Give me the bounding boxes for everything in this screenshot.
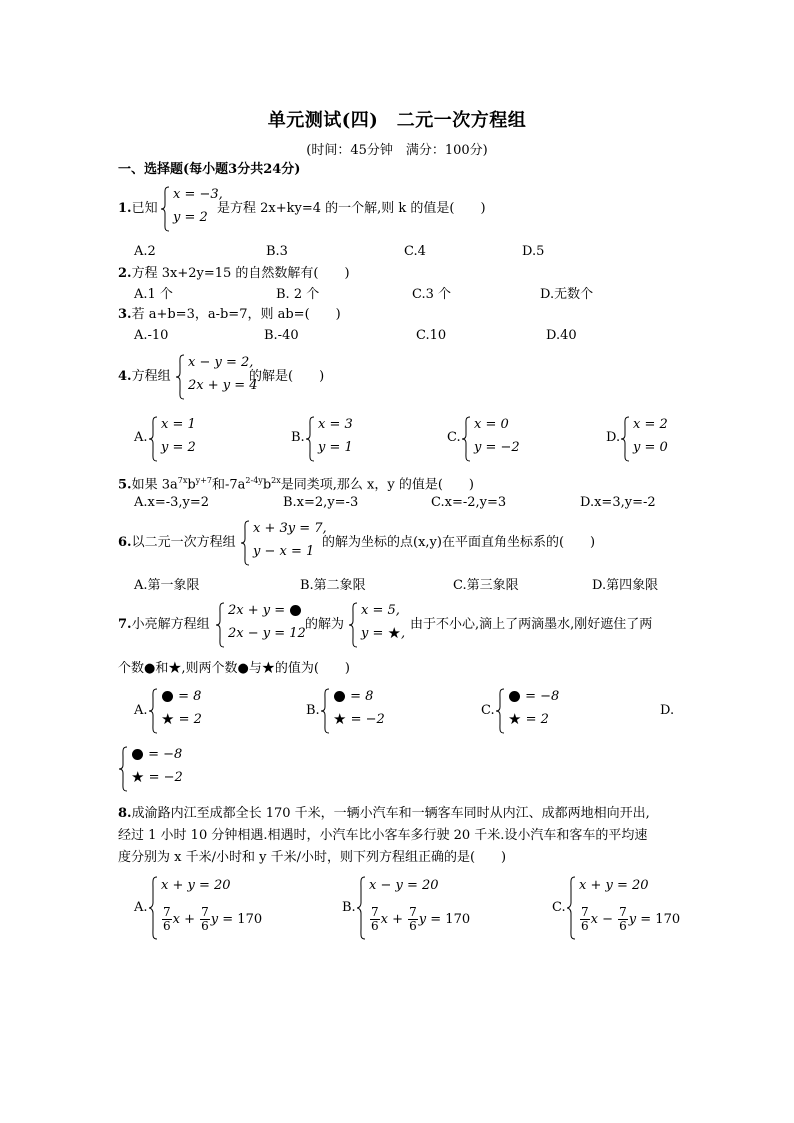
question-text: 以二元一次方程组 (131, 535, 236, 550)
ink-star-icon: ★ (131, 768, 145, 786)
left-brace-icon (118, 746, 128, 792)
question-text: 个数●和★,则两个数●与★的值为( ) (118, 661, 350, 676)
equation-line: 2x − y = 12 (228, 626, 306, 641)
equation-line: = −8 (148, 747, 183, 762)
equation-line: = −2 (350, 712, 385, 727)
left-brace-icon (566, 876, 576, 940)
question-3 (118, 305, 341, 325)
question-text: 方程 3x+2y=15 的自然数解有( ) (131, 266, 350, 281)
option-b: x − y = 20 $\frac{7}{6}$ x + $\frac{7}{6}$ y = 170 (356, 876, 486, 940)
exponent: y+7 (195, 476, 212, 485)
left-brace-icon (348, 602, 358, 648)
exponent: 2x (271, 476, 281, 485)
option-a (148, 688, 218, 734)
question-text: b (262, 477, 272, 493)
left-brace-icon (240, 520, 250, 566)
equation-system (240, 520, 330, 566)
question-text: 如果 3a (131, 477, 178, 493)
fraction-denominator: 6 (619, 919, 627, 933)
question-text: 小亮解方程组 (131, 617, 210, 632)
option-c: x + y = 20 $\frac{7}{6}$ x − $\frac{7}{6}$ y = 170 (566, 876, 696, 940)
operator: + (184, 912, 196, 927)
option-a: A.第一象限 (134, 578, 200, 593)
left-brace-icon (175, 354, 185, 400)
equation-rhs: = 170 (640, 912, 681, 927)
fraction-numerator: 7 (371, 905, 379, 919)
equation-line: y = (361, 626, 384, 641)
option-a: A.x=-3,y=2 (134, 495, 210, 510)
section-heading: 一、选择题(每小题3分共24分) (118, 162, 301, 177)
left-brace-icon (160, 186, 170, 232)
question-number: 1. (118, 201, 132, 216)
option-b-label: B. (291, 430, 305, 445)
question-text: 的解为 (305, 617, 345, 632)
option-c-label: C. (447, 430, 461, 445)
question-number: 4. (118, 369, 132, 384)
question-text: 是同类项,那么 x，y 的值是( ) (280, 477, 474, 493)
question-text: 和-7a (211, 477, 246, 493)
option-a-label: A. (134, 430, 148, 445)
equation-line: x = 3 (318, 417, 353, 432)
question-2 (118, 264, 350, 284)
question-5 (118, 471, 474, 495)
equation-line: x = 1 (161, 417, 196, 432)
equation-line: x − y = 20 (369, 878, 439, 893)
equation-line: x = 2 (633, 417, 668, 432)
option-a (148, 416, 218, 462)
option-c: C.x=-2,y=3 (431, 495, 507, 510)
option-d: D.5 (522, 244, 545, 259)
equation-line: y = −2 (474, 440, 520, 455)
equation-line: y = 2 (161, 440, 196, 455)
question-4 (118, 367, 171, 387)
question-number: 8. (118, 806, 132, 821)
option-a: x + y = 20 $\frac{7}{6}$ x + $\frac{7}{6}$ y = 170 (148, 876, 278, 940)
option-c: C.10 (416, 328, 447, 343)
equation-line: y = 1 (318, 440, 353, 455)
option-b-label: B. (342, 900, 356, 915)
fraction-denominator: 6 (581, 919, 589, 933)
question-6 (118, 533, 236, 553)
option-b: B.第二象限 (300, 578, 366, 593)
equation-line: x + y = 20 (161, 878, 231, 893)
ink-dot-icon (509, 691, 520, 702)
equation-line: 2x + y = (228, 603, 286, 618)
option-b-label: B. (306, 703, 320, 718)
fraction-numerator: 7 (163, 905, 171, 919)
fraction-numerator: 7 (201, 905, 209, 919)
equation-line: = 8 (350, 689, 374, 704)
option-b: B.3 (266, 244, 288, 259)
fraction-denominator: 6 (201, 919, 209, 933)
operator: + (392, 912, 404, 927)
equation-line: x − y = 2, (188, 355, 254, 370)
option-b: B.-40 (264, 328, 299, 343)
fraction (200, 906, 210, 933)
left-brace-icon (620, 416, 630, 462)
left-brace-icon (305, 416, 315, 462)
option-a: A.-10 (134, 328, 169, 343)
question-text: 成渝路内江至成都全长 170 千米，一辆小汽车和一辆客车同时从内江、成都两地相向开出, (131, 806, 650, 821)
equation-line: x = −3, (173, 187, 223, 202)
equation-line: y − x = 1 (253, 544, 315, 559)
equation-line: x + 3y = 7, (253, 521, 327, 536)
fraction (370, 906, 380, 933)
option-b: B.x=2,y=-3 (283, 495, 359, 510)
option-a: A.1 个 (134, 287, 173, 302)
fraction-numerator: 7 (619, 905, 627, 919)
ink-dot-icon (334, 691, 345, 702)
question-text: b (187, 477, 196, 493)
question-8 (118, 804, 650, 824)
fraction (618, 906, 628, 933)
fraction-denominator: 6 (163, 919, 171, 933)
equation-line: = −2 (148, 770, 183, 785)
left-brace-icon (148, 876, 158, 940)
ink-dot-icon (290, 605, 301, 616)
left-brace-icon (461, 416, 471, 462)
fraction-denominator: 6 (371, 919, 379, 933)
question-number: 5. (118, 477, 132, 493)
page-title: 单元测试(四) 二元一次方程组 (267, 110, 527, 131)
fraction (162, 906, 172, 933)
fraction (408, 906, 418, 933)
equation-system (175, 354, 258, 400)
equation-line: = 2 (178, 712, 202, 727)
question-text: 是方程 2x+ky=4 的一个解,则 k 的值是( ) (217, 201, 486, 216)
option-d: D.无数个 (540, 287, 594, 302)
option-a-label: A. (134, 703, 148, 718)
equation-line: x + y = 20 (579, 878, 649, 893)
fraction-denominator: 6 (409, 919, 417, 933)
option-b: B. 2 个 (276, 287, 320, 302)
operator: − (602, 912, 614, 927)
option-c-label: C. (481, 703, 495, 718)
ink-dot-icon (162, 691, 173, 702)
option-c: C.第三象限 (453, 578, 519, 593)
left-brace-icon (495, 688, 505, 734)
question-1 (118, 199, 158, 219)
question-text: 的解是( ) (249, 369, 325, 384)
equation-rhs: = 170 (430, 912, 471, 927)
option-d (620, 416, 690, 462)
ink-star-icon: ★ (161, 710, 175, 728)
option-a-label: A. (134, 900, 148, 915)
question-number: 7. (118, 617, 132, 632)
fraction-numerator: 7 (581, 905, 589, 919)
equation-line: x = 5, (361, 603, 400, 618)
question-text: 度分别为 x 千米/小时和 y 千米/小时，则下列方程组正确的是( ) (118, 850, 507, 865)
fraction-numerator: 7 (409, 905, 417, 919)
left-brace-icon (320, 688, 330, 734)
question-number: 3. (118, 307, 132, 322)
left-brace-icon (148, 688, 158, 734)
option-d-label: D. (660, 703, 675, 718)
ink-star-icon: ★ (508, 710, 522, 728)
option-a: A.2 (134, 244, 156, 259)
equation-line: 2x + y = 4 (188, 378, 258, 393)
equation-system: x = 5, y = ★, (348, 602, 408, 648)
equation-line: = −8 (525, 689, 560, 704)
left-brace-icon (215, 602, 225, 648)
ink-star-icon: ★ (333, 710, 347, 728)
equation-line: x = 0 (474, 417, 509, 432)
question-text: 经过 1 小时 10 分钟相遇.相遇时，小汽车比小客车多行驶 20 千米.设小汽车和客车的平均速 (118, 828, 648, 843)
option-c: C.3 个 (412, 287, 452, 302)
option-d (118, 746, 198, 792)
ink-star-icon: ★ (387, 624, 401, 642)
option-d: D.x=3,y=-2 (580, 495, 656, 510)
equation-system (215, 602, 305, 648)
question-number: 2. (118, 266, 132, 281)
equation-line: = 2 (525, 712, 549, 727)
equation-line: = 8 (178, 689, 202, 704)
exponent: 2-4y (245, 476, 263, 485)
option-c-label: C. (552, 900, 566, 915)
option-d: D.40 (546, 328, 577, 343)
question-text: 若 a+b=3，a-b=7，则 ab=( ) (131, 307, 341, 322)
ink-dot-icon (132, 749, 143, 760)
question-7 (118, 615, 210, 635)
question-text: 已知 (131, 201, 158, 216)
equation-line: y = 2 (173, 210, 208, 225)
question-number: 6. (118, 535, 132, 550)
left-brace-icon (356, 876, 366, 940)
equation-rhs: = 170 (222, 912, 263, 927)
option-c: C.4 (404, 244, 426, 259)
fraction (580, 906, 590, 933)
question-text: 由于不小心,滴上了两滴墨水,刚好遮住了两 (410, 617, 653, 632)
question-text: 的解为坐标的点(x,y)在平面直角坐标系的( ) (322, 535, 596, 550)
option-c (495, 688, 575, 734)
option-b (305, 416, 375, 462)
question-text: 方程组 (131, 369, 171, 384)
option-c (461, 416, 541, 462)
exponent: 7x (177, 476, 188, 485)
option-b (320, 688, 400, 734)
option-d-label: D. (606, 430, 621, 445)
page-subtitle: (时间：45分钟 满分：100分) (306, 143, 488, 158)
option-d: D.第四象限 (592, 578, 659, 593)
equation-line: y = 0 (633, 440, 668, 455)
left-brace-icon (148, 416, 158, 462)
